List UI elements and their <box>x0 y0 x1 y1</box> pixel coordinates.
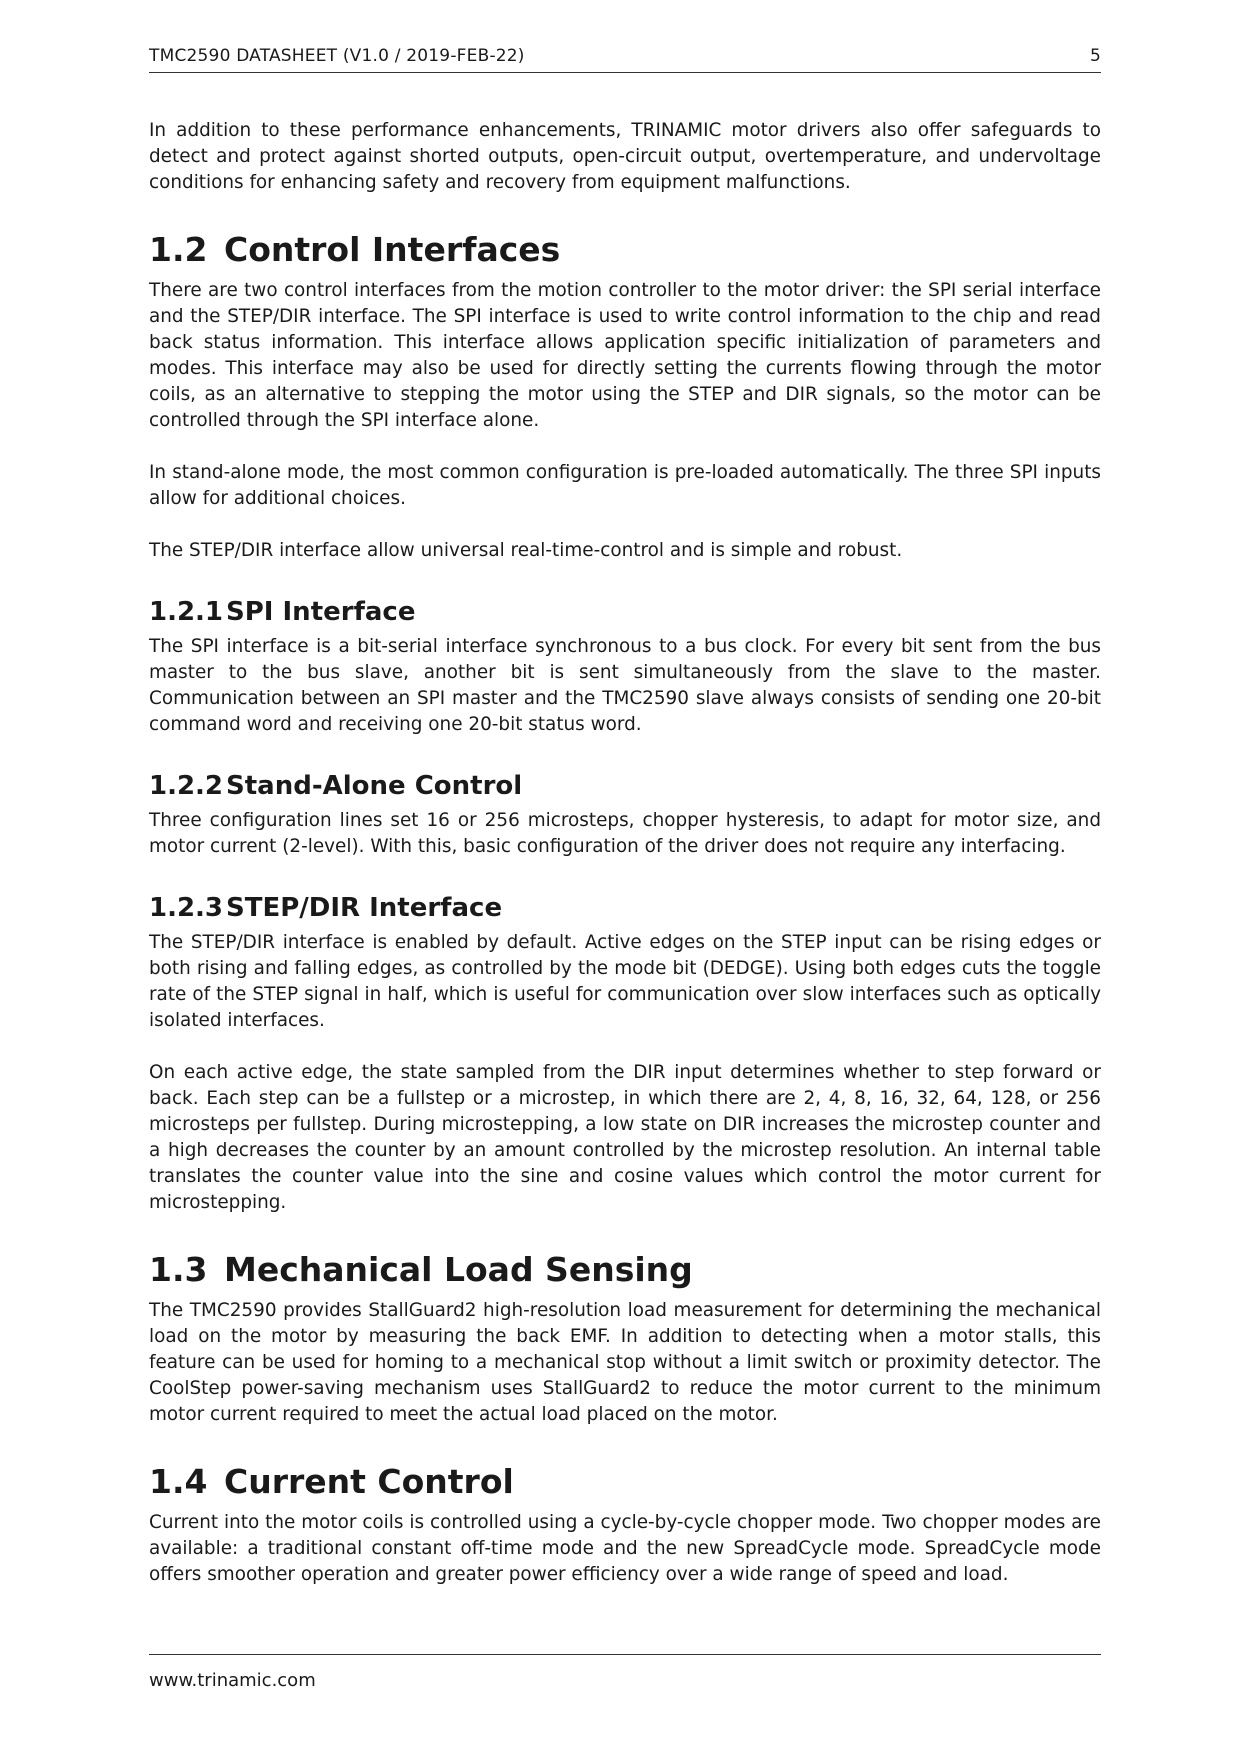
paragraph: There are two control interfaces from the motion controller to the motor driver: the SPI serial interface and the STEP/DIR interface. The SPI interface is used to write control information to the chip and read back status information. This interface allows application specific initialization of parameters and modes. This interface may also be used for directly setting the currents flowing through the motor coils, as an alternative to stepping the motor using the STEP and DIR signals, so the motor can be controlled through the SPI interface alone. <box>149 280 1101 431</box>
section-title: Stand-Alone Control <box>226 771 523 801</box>
paragraph: In stand-alone mode, the most common configuration is pre-loaded automatically. The three SPI inputs allow for additional choices. <box>149 462 1101 509</box>
page-footer <box>149 1654 1101 1691</box>
datasheet-page <box>149 0 1101 1754</box>
section-heading-1-3 <box>149 1250 1101 1290</box>
intro-paragraph: In addition to these performance enhancements, TRINAMIC motor drivers also offer safeguards to detect and protect against shorted outputs, open-circuit output, overtemperature, and undervoltage conditions for enhancing safety and recovery from equipment malfunctions. <box>149 120 1101 193</box>
section-title: Control Interfaces <box>224 230 561 269</box>
paragraph: Current into the motor coils is controlled using a cycle-by-cycle chopper mode. Two chopper modes are available: a traditional constant off-time mode and the new SpreadCycle mode. SpreadCycle mode offers smoother operation and greater power efficiency over a wide range of speed and load. <box>149 1512 1101 1585</box>
page-content <box>149 118 1101 1588</box>
paragraph: The STEP/DIR interface allow universal real-time-control and is simple and robust. <box>149 540 903 561</box>
paragraph: The SPI interface is a bit-serial interface synchronous to a bus clock. For every bit sent from the bus master to the bus slave, another bit is sent simultaneously from the slave to the master. Communication between an SPI master and the TMC2590 slave always consists of sending one 20-bit command word and receiving one 20-bit status word. <box>149 636 1101 735</box>
section-number: 1.3 <box>149 1250 208 1289</box>
section-heading-1-2 <box>149 230 1101 270</box>
page-header <box>149 44 1101 73</box>
section-title: Current Control <box>224 1462 514 1501</box>
section-heading-1-2-3 <box>149 892 1101 924</box>
paragraph: Three configuration lines set 16 or 256 microsteps, chopper hysteresis, to adapt for motor size, and motor current (2-level). With this, basic configuration of the driver does not require any interfacing. <box>149 810 1101 857</box>
section-heading-1-4 <box>149 1462 1101 1502</box>
section-number: 1.2.1 <box>149 597 224 627</box>
document-title: TMC2590 DATASHEET (V1.0 / 2019-FEB-22) <box>149 46 525 66</box>
section-number: 1.4 <box>149 1462 208 1501</box>
section-title: STEP/DIR Interface <box>226 893 503 923</box>
section-number: 1.2.3 <box>149 893 224 923</box>
section-number: 1.2 <box>149 230 208 269</box>
page-number: 5 <box>1089 46 1101 66</box>
footer-url: www.trinamic.com <box>149 1670 316 1691</box>
section-title: SPI Interface <box>226 597 416 627</box>
section-heading-1-2-1 <box>149 596 1101 628</box>
paragraph: The TMC2590 provides StallGuard2 high-resolution load measurement for determining the mechanical load on the motor by measuring the back EMF. In addition to detecting when a motor stalls, this feature can be used for homing to a mechanical stop without a limit switch or proximity detector. The CoolStep power-saving mechanism uses StallGuard2 to reduce the motor current to the minimum motor current required to meet the actual load placed on the motor. <box>149 1300 1101 1425</box>
section-title: Mechanical Load Sensing <box>224 1250 693 1289</box>
paragraph: On each active edge, the state sampled from the DIR input determines whether to step forward or back. Each step can be a fullstep or a microstep, in which there are 2, 4, 8, 16, 32, 64, 128, or 256 microsteps per fullstep. During microstepping, a low state on DIR increases the microstep counter and a high decreases the counter by an amount controlled by the microstep resolution. An internal table translates the counter value into the sine and cosine values which control the motor current for microstepping. <box>149 1062 1101 1213</box>
section-number: 1.2.2 <box>149 771 224 801</box>
paragraph: The STEP/DIR interface is enabled by default. Active edges on the STEP input can be rising edges or both rising and falling edges, as controlled by the mode bit (DEDGE). Using both edges cuts the toggle rate of the STEP signal in half, which is useful for communication over slow interfaces such as optically isolated interfaces. <box>149 932 1101 1031</box>
section-heading-1-2-2 <box>149 770 1101 802</box>
